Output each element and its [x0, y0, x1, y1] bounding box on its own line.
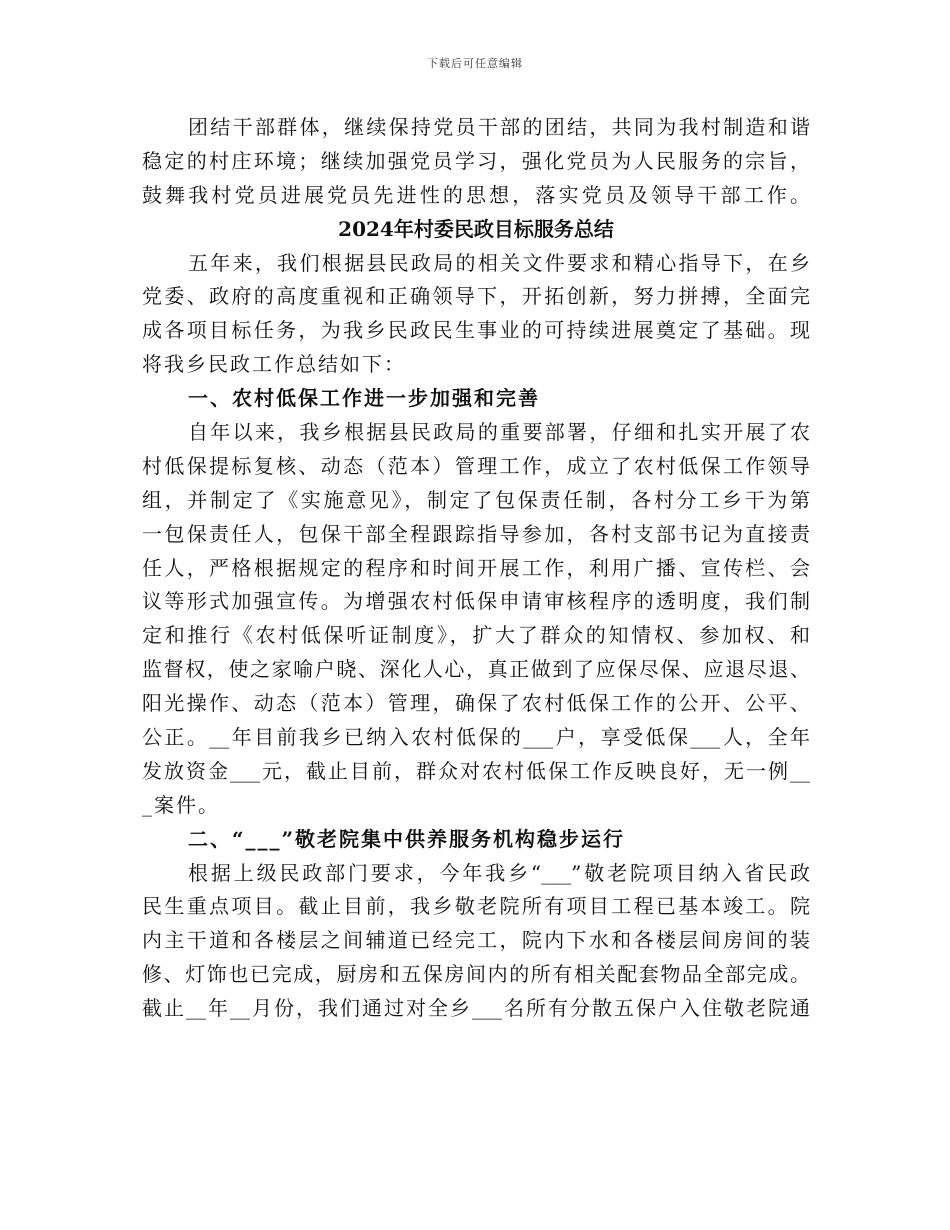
section-heading: 二、“___”敬老院集中供养服务机构稳步运行 [188, 826, 626, 851]
text-line: 内主干道和各楼层之间辅道已经完工，院内下水和各楼层间房间的装 [142, 928, 810, 953]
document-body [142, 111, 810, 1026]
text-line: 阳光操作、动态（范本）管理，确保了农村低保工作的公开、公平、 [142, 691, 810, 716]
text-line: 团结干部群体，继续保持党员干部的团结，共同为我村制造和谐 [188, 115, 810, 139]
page-header: 下载后可任意编辑 [427, 57, 523, 70]
text-line: 公正。__年目前我乡已纳入农村低保的___户，享受低保___人，全年 [142, 725, 810, 750]
text-line: 一包保责任人，包保干部全程跟踪指导参加，各村支部书记为直接责 [142, 521, 810, 546]
text-line: 根据上级民政部门要求，今年我乡“___”敬老院项目纳入省民政 [188, 860, 810, 885]
text-line: 修、灯饰也已完成，厨房和五保房间内的所有相关配套物品全部完成。 [142, 962, 810, 987]
text-line: 民生重点项目。截止目前，我乡敬老院所有项目工程已基本竣工。院 [142, 894, 810, 919]
text-line: 议等形式加强宣传。为增强农村低保申请审核程序的透明度，我们制 [142, 589, 810, 614]
text-line: 监督权，使之家喻户晓、深化人心，真正做到了应保尽保、应退尽退、 [142, 657, 810, 682]
section-title: 2024年村委民政目标服务总结 [338, 216, 614, 241]
text-line: _案件。 [142, 792, 220, 817]
text-line: 任人，严格根据规定的程序和时间开展工作，利用广播、宣传栏、会 [142, 555, 810, 580]
text-line: 村低保提标复核、动态（范本）管理工作，成立了农村低保工作领导 [142, 453, 810, 478]
text-line: 发放资金___元，截止目前，群众对农村低保工作反映良好，无一例__ [142, 758, 810, 783]
text-line: 成各项目标任务，为我乡民政民生事业的可持续进展奠定了基础。现 [142, 318, 810, 343]
text-line: 自年以来，我乡根据县民政局的重要部署，仔细和扎实开展了农 [188, 420, 810, 445]
text-line: 定和推行《农村低保听证制度》，扩大了群众的知情权、参加权、和 [142, 623, 810, 648]
section-heading: 一、农村低保工作进一步加强和完善 [188, 386, 540, 411]
text-line: 党委、政府的高度重视和正确领导下，开拓创新，努力拼搏，全面完 [142, 284, 810, 309]
text-line: 组，并制定了《实施意见》，制定了包保责任制，各村分工乡干为第 [142, 487, 810, 512]
text-line: 五年来，我们根据县民政局的相关文件要求和精心指导下，在乡 [188, 250, 810, 275]
text-line: 截止__年__月份，我们通过对全乡___名所有分散五保户入住敬老院通 [142, 996, 810, 1021]
text-line: 鼓舞我村党员进展党员先进性的思想，落实党员及领导干部工作。 [142, 182, 810, 207]
text-line: 将我乡民政工作总结如下： [142, 352, 406, 377]
text-line: 稳定的村庄环境；继续加强党员学习，强化党员为人民服务的宗旨， [142, 148, 810, 173]
